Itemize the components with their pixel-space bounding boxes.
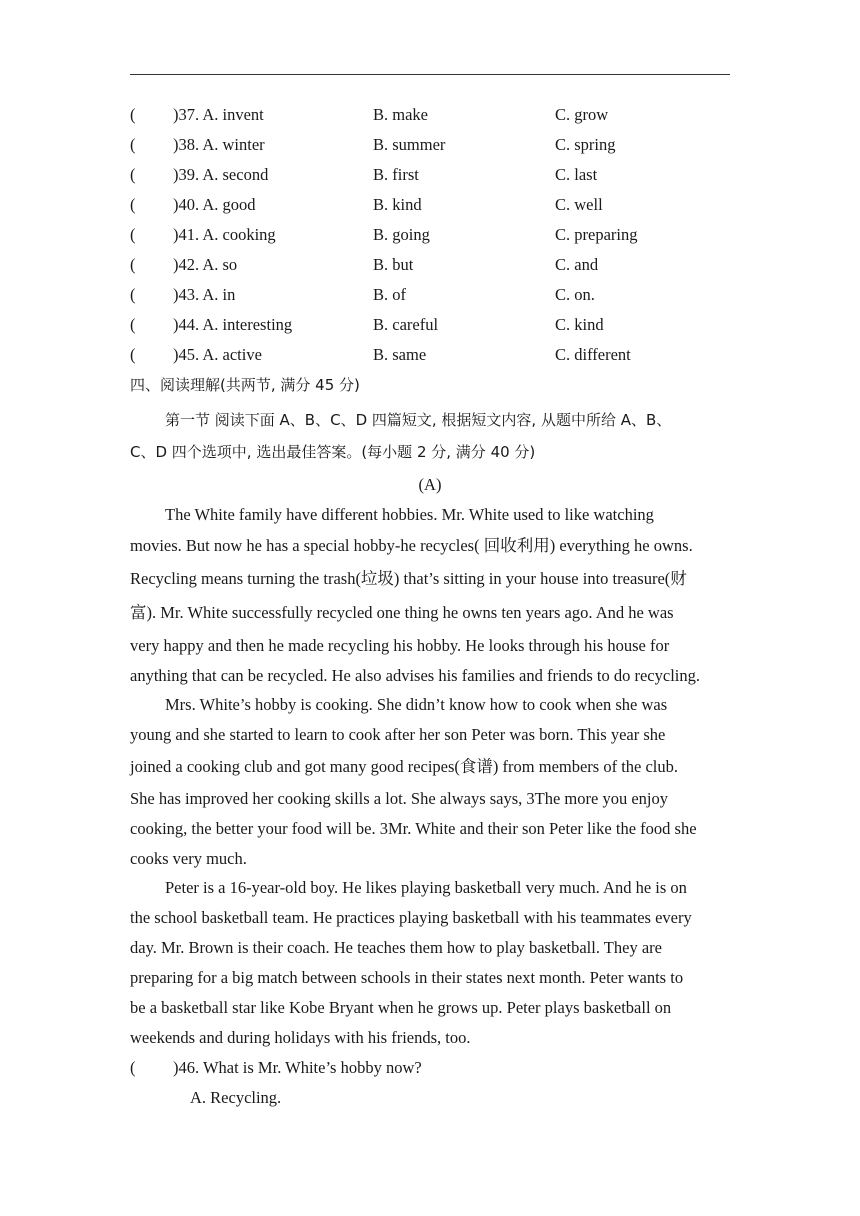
passage-line: the school basketball team. He practices playing basketball with his teammates every (130, 908, 692, 927)
answer-paren[interactable]: ( (130, 195, 136, 214)
option-row-38 (130, 130, 730, 160)
option-a: )44. A. interesting (173, 315, 293, 334)
passage-line: be a basketball star like Kobe Bryant when he grows up. Peter plays basketball on (130, 998, 672, 1017)
option-row-45 (130, 340, 730, 370)
question-46 (130, 1053, 730, 1083)
passage-line: young and she started to learn to cook after her son Peter was born. This year she (130, 725, 666, 744)
option-c: C. kind (555, 315, 604, 334)
passage-line: movies. But now he has a special hobby-he recycles( 回收利用) everything he owns. (130, 536, 693, 555)
passage-line: Recycling means turning the trash(垃圾) that’s sitting in your house into treasure(财 (130, 569, 687, 588)
option-row-39 (130, 160, 730, 190)
option-row-43 (130, 280, 730, 310)
option-a: )42. A. so (173, 255, 238, 274)
passage-line: very happy and then he made recycling his hobby. He looks through his house for (130, 636, 670, 655)
option-c: C. different (555, 345, 631, 364)
option-b: B. but (373, 255, 414, 274)
question-text: )46. What is Mr. White’s hobby now? (173, 1058, 422, 1077)
passage-line: 富). Mr. White successfully recycled one thing he owns ten years ago. And he was (130, 603, 674, 622)
answer-paren[interactable]: ( (130, 165, 136, 184)
section-instructions-line1: 第一节 阅读下面 A、B、C、D 四篇短文, 根据短文内容, 从题中所给 A、B、 (165, 411, 672, 429)
passage-label: (A) (418, 475, 442, 494)
section-instructions-line2: C、D 四个选项中, 选出最佳答案。(每小题 2 分, 满分 40 分) (130, 443, 536, 461)
option-b: B. of (373, 285, 406, 304)
option-c: C. and (555, 255, 599, 274)
option-c: C. on. (555, 285, 595, 304)
answer-paren[interactable]: ( (130, 315, 136, 334)
option-row-41 (130, 220, 730, 250)
passage-line: Mrs. White’s hobby is cooking. She didn’t know how to cook when she was (165, 695, 668, 714)
option-a: )39. A. second (173, 165, 269, 184)
passage-line: cooking, the better your food will be. 3Mr. White and their son Peter like the food she (130, 819, 697, 838)
option-c: C. last (555, 165, 598, 184)
answer-paren[interactable]: ( (130, 255, 136, 274)
option-a: )41. A. cooking (173, 225, 276, 244)
passage-line: Peter is a 16-year-old boy. He likes playing basketball very much. And he is on (165, 878, 687, 897)
passage-line: She has improved her cooking skills a lot. She always says, 3The more you enjoy (130, 789, 668, 808)
option-c: C. well (555, 195, 603, 214)
option-b: B. same (373, 345, 427, 364)
option-row-40 (130, 190, 730, 220)
option-a: )37. A. invent (173, 105, 264, 124)
option-a: )40. A. good (173, 195, 256, 214)
option-b: B. going (373, 225, 430, 244)
option-row-37 (130, 100, 730, 130)
option-c: C. grow (555, 105, 609, 124)
question-46-option-a: A. Recycling. (190, 1088, 282, 1107)
option-b: B. make (373, 105, 428, 124)
answer-paren[interactable]: ( (130, 225, 136, 244)
passage-line: joined a cooking club and got many good recipes(食谱) from members of the club. (130, 757, 679, 776)
option-b: B. careful (373, 315, 439, 334)
option-row-44 (130, 310, 730, 340)
answer-paren[interactable]: ( (130, 345, 136, 364)
answer-paren[interactable]: ( (130, 1058, 136, 1077)
section-heading: 四、阅读理解(共两节, 满分 45 分) (130, 376, 360, 394)
option-c: C. spring (555, 135, 616, 154)
option-a: )43. A. in (173, 285, 236, 304)
option-a: )45. A. active (173, 345, 262, 364)
option-row-42 (130, 250, 730, 280)
passage-line: weekends and during holidays with his friends, too. (130, 1028, 471, 1047)
option-b: B. summer (373, 135, 446, 154)
answer-paren[interactable]: ( (130, 105, 136, 124)
header-rule (130, 74, 730, 75)
option-b: B. first (373, 165, 419, 184)
passage-line: anything that can be recycled. He also advises his families and friends to do recycling. (130, 666, 700, 685)
answer-paren[interactable]: ( (130, 135, 136, 154)
passage-line: The White family have different hobbies. Mr. White used to like watching (165, 505, 654, 524)
passage-line: cooks very much. (130, 849, 247, 868)
option-c: C. preparing (555, 225, 638, 244)
option-b: B. kind (373, 195, 422, 214)
passage-line: preparing for a big match between schools in their states next month. Peter wants to (130, 968, 684, 987)
option-a: )38. A. winter (173, 135, 265, 154)
answer-paren[interactable]: ( (130, 285, 136, 304)
passage-line: day. Mr. Brown is their coach. He teaches them how to play basketball. They are (130, 938, 662, 957)
